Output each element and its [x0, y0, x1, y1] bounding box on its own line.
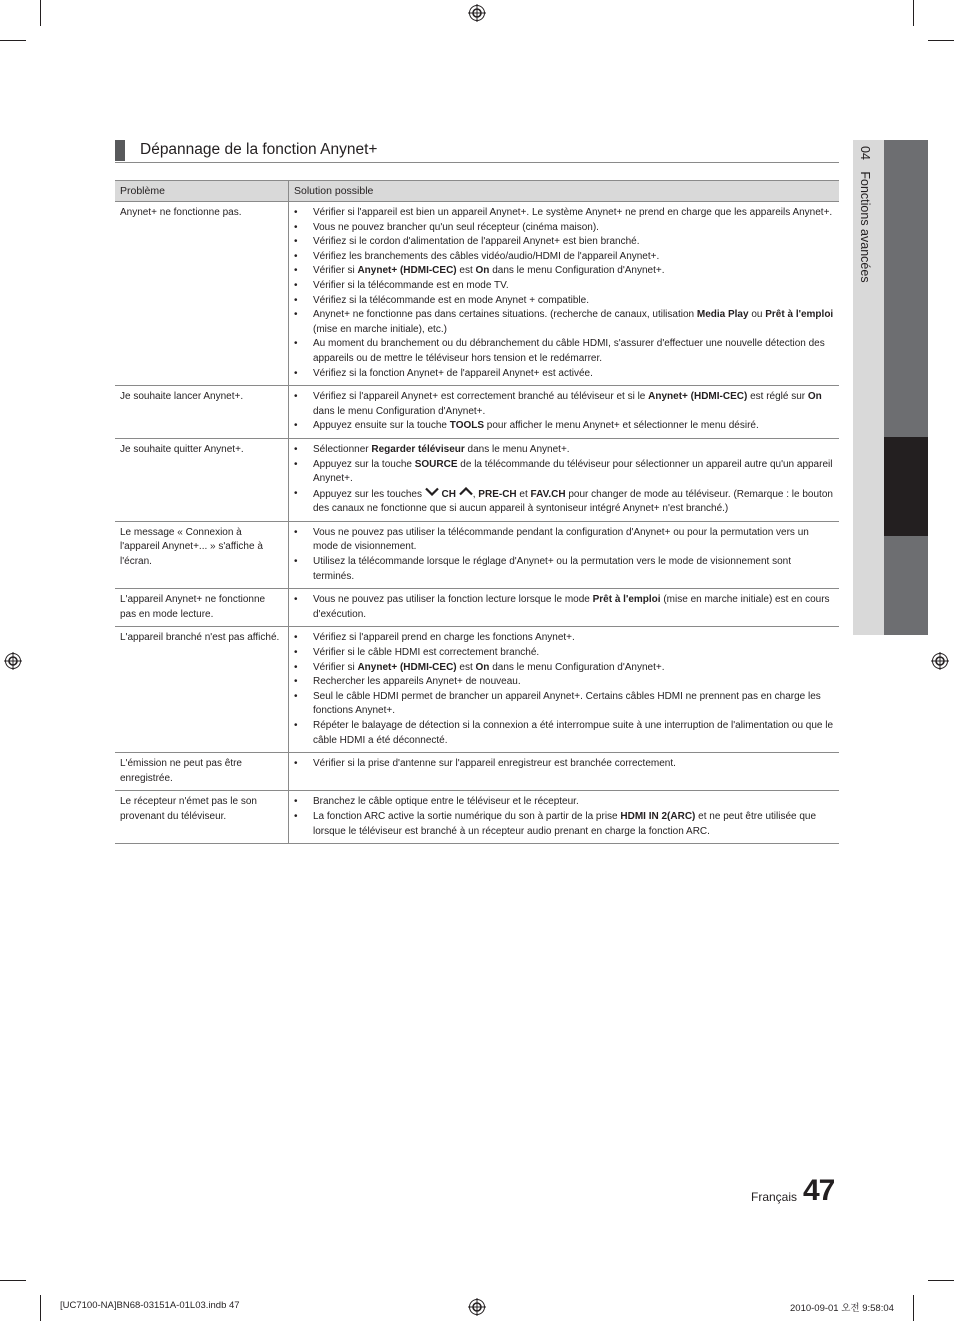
- registration-mark-icon: [4, 652, 22, 670]
- solution-list: [294, 593, 834, 622]
- column-header-problem: Problème: [115, 181, 289, 202]
- solution-text: ,: [472, 488, 479, 500]
- solution-item: [294, 390, 834, 419]
- solution-text: La fonction ARC active la sortie numérique du son à partir de la prise: [313, 810, 621, 822]
- solution-emphasis: HDMI IN 2(ARC): [620, 810, 696, 822]
- solution-item: • Vérifiez si la fonction Anynet+ de l'appareil Anynet+ est activée.: [294, 367, 834, 382]
- crop-mark: [928, 40, 954, 41]
- table-row: [115, 589, 839, 627]
- solution-item: • Vérifiez si l'appareil prend en charge les fonctions Anynet+.: [294, 631, 834, 646]
- solution-item: [294, 487, 834, 517]
- solution-cell: [289, 438, 840, 521]
- section-divider: [115, 162, 839, 163]
- chevron-down-icon: [425, 487, 439, 502]
- solution-item: • Vérifier si l'appareil est bien un appareil Anynet+. Le système Anynet+ ne prend en charge que les appareils Anynet+.: [294, 206, 834, 221]
- section-title: Dépannage de la fonction Anynet+: [140, 141, 378, 158]
- solution-emphasis: On: [475, 661, 490, 673]
- solution-item: • Au moment du branchement ou du débranchement du câble HDMI, s'assurer d'effectuer une nouvelle détection des appareils ou de mettre le téléviseur hors tension et le redémarrer.: [294, 337, 834, 366]
- solution-emphasis: TOOLS: [449, 420, 485, 432]
- solution-cell: [289, 589, 840, 627]
- solution-cell: [289, 791, 840, 844]
- solution-list: [294, 390, 834, 434]
- table-row: [115, 753, 839, 791]
- problem-cell: L'appareil Anynet+ ne fonctionne pas en mode lecture.: [115, 589, 289, 627]
- solution-emphasis: Anynet+ (HDMI-CEC): [357, 265, 457, 277]
- solution-list: [294, 795, 834, 839]
- solution-item: • Vérifiez si la télécommande est en mode Anynet + compatible.: [294, 294, 834, 309]
- solution-text: Appuyez sur la touche: [313, 458, 415, 470]
- solution-text: dans le menu Configuration d'Anynet+.: [489, 661, 665, 673]
- solution-list: [294, 526, 834, 584]
- solution-emphasis: On: [807, 391, 822, 403]
- solution-item: • Rechercher les appareils Anynet+ de nouveau.: [294, 675, 834, 690]
- section-marker: [115, 140, 125, 161]
- registration-mark-icon: [468, 1298, 486, 1316]
- troubleshooting-table: [115, 180, 839, 844]
- solution-text: pour afficher le menu Anynet+ et sélectionner le menu désiré.: [484, 420, 759, 432]
- solution-text: dans le menu Anynet+.: [464, 443, 570, 455]
- solution-item: • Vérifiez si le cordon d'alimentation de l'appareil Anynet+ est bien branché.: [294, 235, 834, 250]
- solution-item: • Vous ne pouvez pas utiliser la télécommande pendant la configuration d'Anynet+ ou pour la permutation vers un mode de visionnement.: [294, 526, 834, 555]
- solution-item: • Répéter le balayage de détection si la connexion a été interrompue suite à une interruption de l'alimentation ou que le câble HDMI a été déconnecté.: [294, 719, 834, 748]
- column-header-solution: Solution possible: [289, 181, 840, 202]
- crop-mark: [913, 1295, 914, 1321]
- solution-text: et ne peut être utilisée que lorsque le téléviseur est branché à un récepteur audio prenant en charge la fonction ARC.: [313, 810, 817, 837]
- chapter-tab-block: [884, 140, 928, 437]
- crop-mark: [40, 0, 41, 26]
- problem-cell: Le récepteur n'émet pas le son provenant du téléviseur.: [115, 791, 289, 844]
- solution-text: ou: [748, 309, 766, 321]
- solution-list: [294, 206, 834, 381]
- solution-list: [294, 631, 834, 748]
- table-body: [115, 202, 839, 844]
- table-header-row: [115, 181, 839, 202]
- solution-item: [294, 308, 834, 337]
- solution-text: de la télécommande du téléviseur pour sélectionner un appareil autre qu'un appareil Anynet+.: [313, 458, 833, 485]
- solution-text: Anynet+ ne fonctionne pas dans certaines situations. (recherche de canaux, utilisation: [313, 309, 697, 321]
- solution-item: [294, 810, 834, 839]
- problem-cell: Je souhaite quitter Anynet+.: [115, 438, 289, 521]
- footer-file-info: [UC7100-NA]BN68-03151A-01L03.indb 47: [60, 1300, 240, 1311]
- solution-text: Sélectionner: [313, 443, 372, 455]
- solution-text: Vérifiez si l'appareil Anynet+ est correctement branché au téléviseur et si le: [313, 391, 649, 403]
- chapter-number: 04: [858, 146, 872, 160]
- solution-text: et: [516, 488, 531, 500]
- solution-item: • Vérifier si la prise d'antenne sur l'appareil enregistreur est branchée correctement.: [294, 757, 834, 772]
- solution-text: est réglé sur: [747, 391, 808, 403]
- solution-text: pour changer de mode au téléviseur. (Remarque : le bouton des canaux ne fonctionne que si aucun appareil à syntoniseur intégré Anynet+ n'est branché.): [313, 488, 833, 515]
- solution-cell: [289, 521, 840, 588]
- solution-emphasis: SOURCE: [414, 458, 458, 470]
- solution-item: • Branchez le câble optique entre le téléviseur et le récepteur.: [294, 795, 834, 810]
- solution-item: [294, 443, 834, 458]
- registration-mark-icon: [468, 4, 486, 22]
- problem-cell: Anynet+ ne fonctionne pas.: [115, 202, 289, 386]
- problem-cell: L'émission ne peut pas être enregistrée.: [115, 753, 289, 791]
- table-row: [115, 202, 839, 386]
- solution-text: (mise en marche initiale) est en cours d'exécution.: [313, 594, 830, 620]
- table-row: [115, 791, 839, 844]
- chapter-tab-block: [884, 536, 928, 635]
- solution-text: Appuyez sur les touches: [313, 488, 425, 500]
- crop-mark: [40, 1295, 41, 1321]
- problem-cell: Le message « Connexion à l'appareil Anynet+... » s'affiche à l'écran.: [115, 521, 289, 588]
- solution-item: [294, 264, 834, 279]
- solution-cell: [289, 386, 840, 439]
- solution-item: [294, 661, 834, 676]
- solution-emphasis: Prêt à l'emploi: [765, 309, 834, 321]
- solution-emphasis: Regarder téléviseur: [371, 443, 465, 455]
- solution-emphasis: Media Play: [696, 309, 749, 321]
- solution-text: dans le menu Configuration d'Anynet+.: [313, 405, 486, 417]
- solution-list: [294, 757, 834, 772]
- solution-item: • Vous ne pouvez brancher qu'un seul récepteur (cinéma maison).: [294, 221, 834, 236]
- solution-list: [294, 443, 834, 517]
- solution-emphasis: CH: [438, 488, 459, 500]
- solution-text: dans le menu Configuration d'Anynet+.: [489, 265, 665, 277]
- table-row: [115, 627, 839, 753]
- registration-mark-icon: [931, 652, 949, 670]
- solution-text: Appuyez ensuite sur la touche: [313, 420, 450, 432]
- solution-item: [294, 593, 834, 622]
- problem-cell: Je souhaite lancer Anynet+.: [115, 386, 289, 439]
- chapter-tab-label: [858, 146, 872, 283]
- solution-item: • Vérifiez les branchements des câbles vidéo/audio/HDMI de l'appareil Anynet+.: [294, 250, 834, 265]
- chapter-title: Fonctions avancées: [858, 171, 872, 283]
- crop-mark: [0, 40, 26, 41]
- page-number: 47: [803, 1174, 835, 1207]
- crop-mark: [0, 1280, 26, 1281]
- solution-text: Vérifier si: [313, 661, 358, 673]
- solution-item: • Vérifier si le câble HDMI est correctement branché.: [294, 646, 834, 661]
- solution-item: [294, 419, 834, 434]
- table-row: [115, 386, 839, 439]
- solution-item: • Vérifier si la télécommande est en mode TV.: [294, 279, 834, 294]
- problem-cell: L'appareil branché n'est pas affiché.: [115, 627, 289, 753]
- solution-emphasis: FAV.CH: [530, 488, 566, 500]
- footer-print-info: 2010-09-01 오전 9:58:04: [790, 1303, 894, 1314]
- solution-text: est: [456, 265, 476, 277]
- solution-emphasis: Anynet+ (HDMI-CEC): [357, 661, 457, 673]
- table-row: [115, 438, 839, 521]
- chevron-up-icon: [459, 487, 473, 502]
- footer-language: Français: [751, 1190, 798, 1204]
- solution-text: Vous ne pouvez pas utiliser la fonction lecture lorsque le mode: [313, 594, 593, 606]
- crop-mark: [928, 1280, 954, 1281]
- solution-emphasis: On: [475, 265, 490, 277]
- solution-item: • Seul le câble HDMI permet de brancher un appareil Anynet+. Certains câbles HDMI ne prennent pas en charge les fonctions Anynet+.: [294, 690, 834, 719]
- solution-cell: [289, 202, 840, 386]
- solution-emphasis: PRE-CH: [478, 488, 517, 500]
- solution-text: est: [456, 661, 476, 673]
- table-row: [115, 521, 839, 588]
- solution-cell: [289, 627, 840, 753]
- solution-cell: [289, 753, 840, 791]
- crop-mark: [913, 0, 914, 26]
- chapter-tab-current: [884, 437, 928, 536]
- solution-emphasis: Anynet+ (HDMI-CEC): [648, 391, 748, 403]
- solution-emphasis: Prêt à l'emploi: [592, 594, 661, 606]
- solution-text: (mise en marche initiale), etc.): [313, 323, 447, 335]
- solution-item: • Utilisez la télécommande lorsque le réglage d'Anynet+ ou la permutation vers le mode de visionnement sont terminés.: [294, 555, 834, 584]
- solution-text: Vérifier si: [313, 265, 358, 277]
- solution-item: [294, 458, 834, 487]
